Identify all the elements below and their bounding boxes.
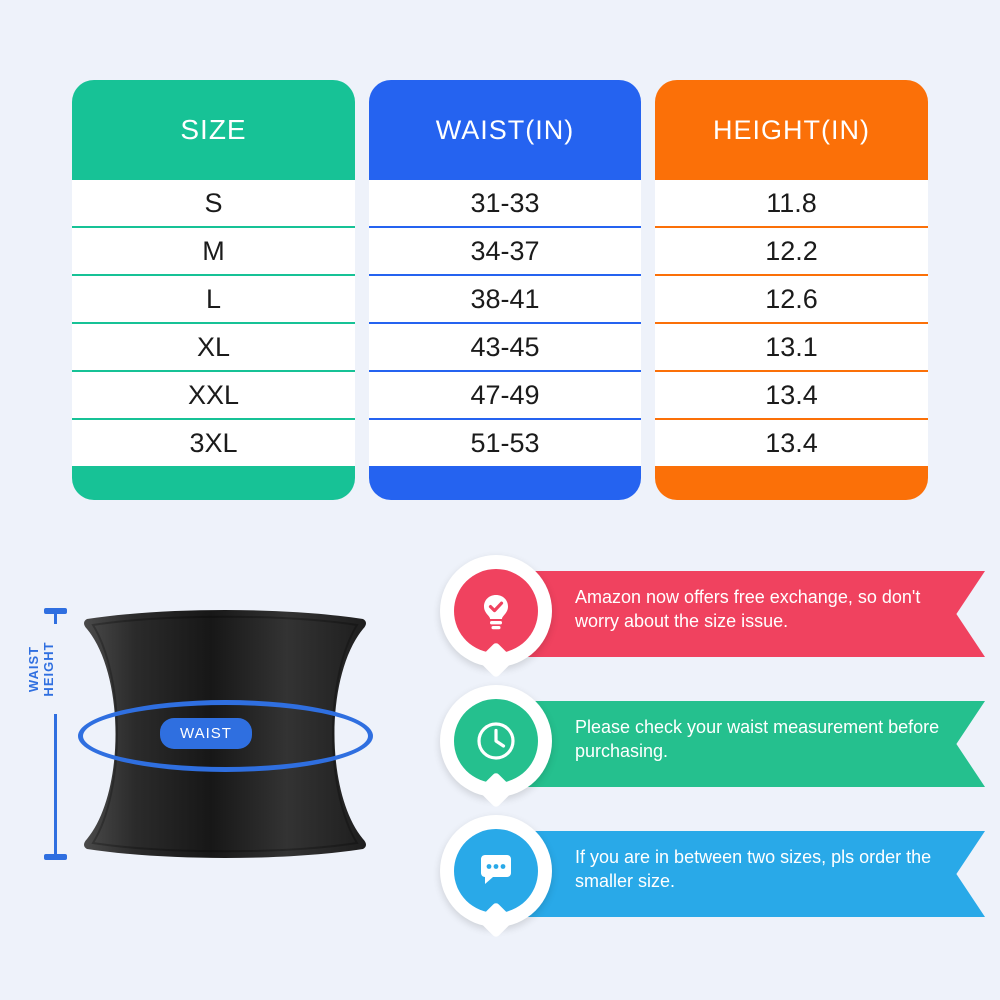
table-cell: 11.8	[655, 180, 928, 226]
note-badge	[440, 815, 552, 927]
table-cell: 43-45	[369, 324, 641, 370]
table-column-waist	[369, 80, 641, 500]
chat-bubble-icon	[454, 829, 538, 913]
note-text: If you are in between two sizes, pls order the smaller size.	[575, 847, 932, 892]
table-cell: M	[72, 228, 355, 274]
waist-label: WAIST	[160, 718, 252, 749]
table-cell: 12.6	[655, 276, 928, 322]
table-cell: 13.4	[655, 372, 928, 418]
lightbulb-check-icon	[454, 569, 538, 653]
table-cell: L	[72, 276, 355, 322]
note-text: Amazon now offers free exchange, so don't worry about the size issue.	[575, 587, 921, 632]
size-table	[72, 80, 928, 500]
notes-list	[430, 555, 985, 945]
table-cell: 34-37	[369, 228, 641, 274]
ruler-cap-bottom	[44, 854, 67, 860]
table-cell: XXL	[72, 372, 355, 418]
table-cell: 31-33	[369, 180, 641, 226]
table-cell: 13.1	[655, 324, 928, 370]
table-column-size	[72, 80, 355, 500]
waist-height-label: WAIST HEIGHT	[22, 624, 60, 714]
waist-trainer-diagram	[20, 560, 430, 980]
note-badge	[440, 685, 552, 797]
table-cell: 13.4	[655, 420, 928, 466]
table-cell: 51-53	[369, 420, 641, 466]
column-header-height: HEIGHT(IN)	[713, 114, 870, 145]
clock-icon	[454, 699, 538, 783]
table-cell: 3XL	[72, 420, 355, 466]
table-cell: XL	[72, 324, 355, 370]
column-header-size: SIZE	[180, 114, 247, 145]
note-item	[430, 685, 985, 803]
note-item	[430, 815, 985, 933]
note-text: Please check your waist measurement before purchasing.	[575, 717, 940, 762]
table-cell: 12.2	[655, 228, 928, 274]
table-cell: S	[72, 180, 355, 226]
note-badge	[440, 555, 552, 667]
note-item	[430, 555, 985, 673]
table-cell: 47-49	[369, 372, 641, 418]
table-column-height	[655, 80, 928, 500]
column-header-waist: WAIST(IN)	[435, 114, 575, 145]
table-cell: 38-41	[369, 276, 641, 322]
